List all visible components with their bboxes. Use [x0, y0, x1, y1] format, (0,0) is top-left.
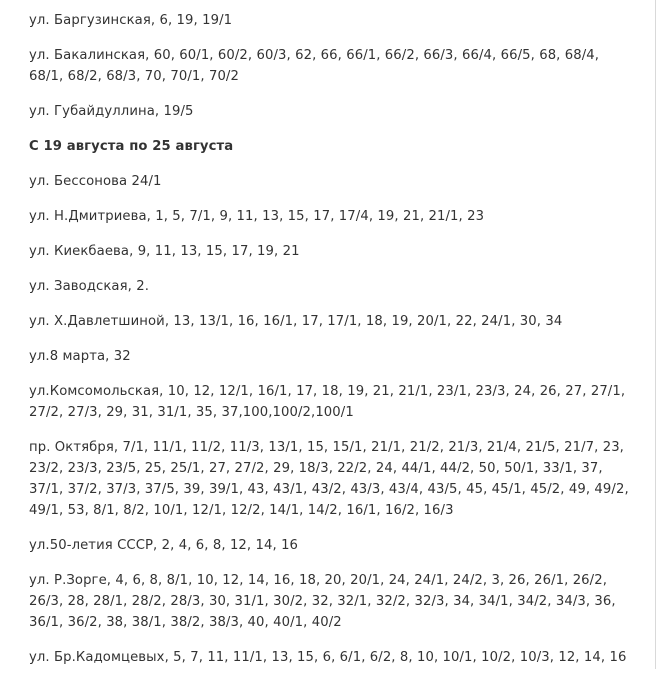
address-paragraph: ул. Бессонова 24/1 — [29, 174, 162, 189]
date-range-heading: С 19 августа по 25 августа — [29, 139, 234, 154]
address-paragraph: ул.50-летия СССР, 2, 4, 6, 8, 12, 14, 16 — [29, 538, 299, 553]
address-paragraph: ул.8 марта, 32 — [29, 349, 131, 364]
address-paragraph: ул. Н.Дмитриева, 1, 5, 7/1, 9, 11, 13, 15, 17, 17/4, 19, 21, 21/1, 23 — [29, 209, 485, 224]
address-list — [29, 10, 629, 682]
address-paragraph: ул. Бр.Кадомцевых, 5, 7, 11, 11/1, 13, 15, 6, 6/1, 6/2, 8, 10, 10/1, 10/2, 10/3, 12, 14, 16 — [29, 650, 627, 665]
address-paragraph: ул. Х.Давлетшиной, 13, 13/1, 16, 16/1, 17, 17/1, 18, 19, 20/1, 22, 24/1, 30, 34 — [29, 314, 563, 329]
address-paragraph: ул. Баргузинская, 6, 19, 19/1 — [29, 13, 233, 28]
address-paragraph: ул. Губайдуллина, 19/5 — [29, 104, 194, 119]
address-paragraph: ул. Киекбаева, 9, 11, 13, 15, 17, 19, 21 — [29, 244, 300, 259]
address-paragraph: ул.Комсомольская, 10, 12, 12/1, 16/1, 17, 18, 19, 21, 21/1, 23/1, 23/3, 24, 26, 27, 27/1, 27/2, 27/3, 29, 31, 31/1, 35, 37,100,100/2,100/1 — [29, 384, 626, 420]
address-paragraph: ул. Бакалинская, 60, 60/1, 60/2, 60/3, 62, 66, 66/1, 66/2, 66/3, 66/4, 66/5, 68, 68/4, 68/1, 68/2, 68/3, 70, 70/1, 70/2 — [29, 48, 600, 84]
address-paragraph: ул. Р.Зорге, 4, 6, 8, 8/1, 10, 12, 14, 16, 18, 20, 20/1, 24, 24/1, 24/2, 3, 26, 26/1, 26/2, 26/3, 28, 28/1, 28/2, 28/3, 30, 31/1, 30/2, 32, 32/1, 32/2, 32/3, 34, 34/1, 34/2, 34/3, 36, 36/1, 36/2, 38, 38/1, 38/2, 38/3, 40, 40/1, 40/2 — [29, 573, 616, 630]
address-paragraph: пр. Октября, 7/1, 11/1, 11/2, 11/3, 13/1, 15, 15/1, 21/1, 21/2, 21/3, 21/4, 21/5, 21/7, 23, 23/2, 23/3, 23/5, 25, 25/1, 27, 27/2, 29, 18/3, 22/2, 24, 44/1, 44/2, 50, 50/1, 33/1, 37, 37/1, 37/2, 37/3, 37/5, 39, 39/1, 43, 43/1, 43/2, 43/3, 43/4, 43/5, 45, 45/1, 45/2, 49, 49/2, 49/1, 53, 8/1, 8/2, 10/1, 12/1, 12/2, 14/1, 14/2, 16/1, 16/2, 16/3 — [29, 440, 629, 518]
address-paragraph: ул. Заводская, 2. — [29, 279, 150, 294]
